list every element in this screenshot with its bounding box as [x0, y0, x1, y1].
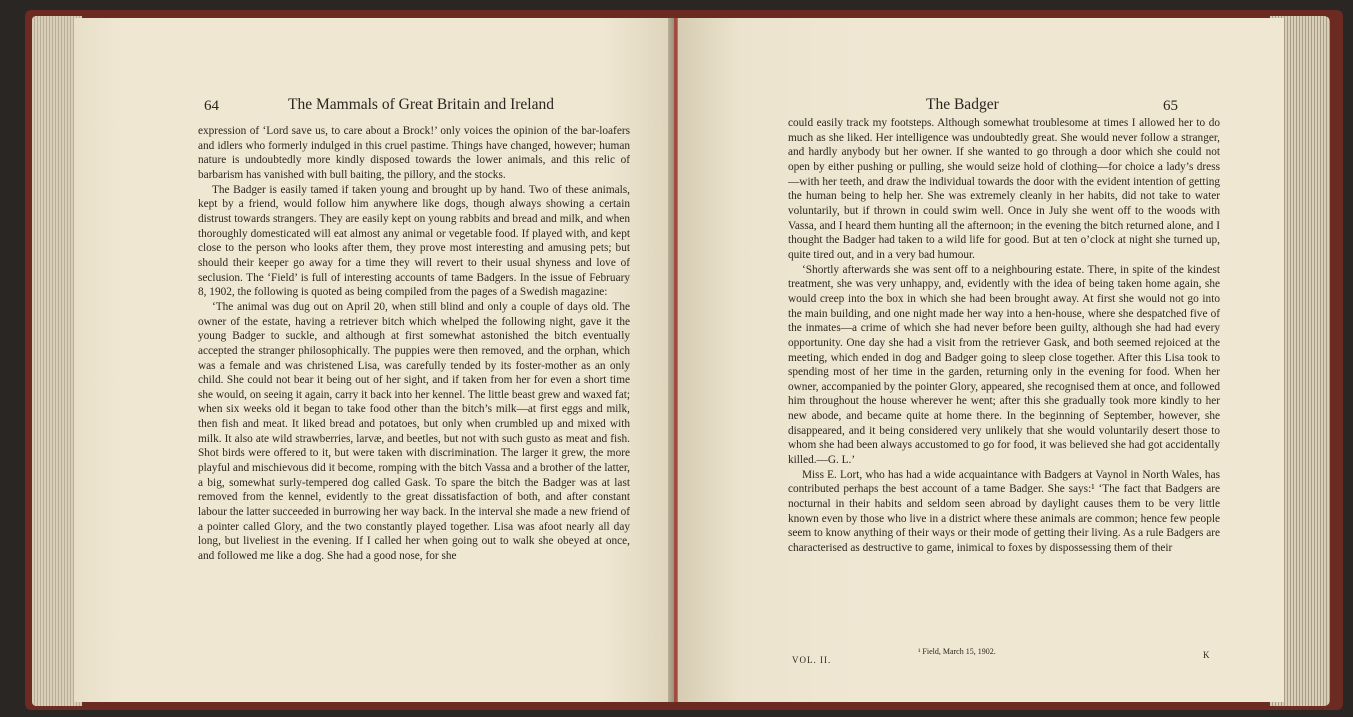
paragraph: expression of ‘Lord save us, to care about a Brock!’ only voices the opinion of the bar-loafers and idlers who formerly indulged in this cruel pastime. Things have changed, however; human nature is undoubtedly more kindly disposed towards the lower animals, and this relic of barbarism has vanished with bull baiting, the pillory, and the stocks. — [198, 125, 630, 181]
left-body-text — [198, 124, 630, 564]
paragraph: could easily track my footsteps. Although somewhat troublesome at times I allowed her to do much as she liked. Her intelligence was undoubtedly great. She would never follow a stranger, and hardly anybody but her owner. If she wanted to go through a door which she could not open by either pushing or pulling, she would seize hold of clothing—for choice a lady’s dress—with her teeth, and draw the individual towards the door with the evident intention of getting the human being to help her. She was extremely cleanly in her habits, did not take to water voluntarily, but if thrown in could swim well. Once in July she went off to the woods with Vassa, and I heard them hunting all the afternoon; in the evening the bitch returned alone, and I thought the Badger had taken to a wild life for good. But at ten o’clock at night she turned up, quite tired out, and in a very bad humour. — [788, 117, 1220, 261]
bookmark-ribbon — [674, 18, 677, 702]
page-number-left: 64 — [204, 98, 219, 114]
right-body-text — [788, 116, 1220, 556]
paragraph: ‘Shortly afterwards she was sent off to a neighbouring estate. There, in spite of the kindest treatment, she was very unhappy, and, evidently with the idea of being taken home again, she would creep into the box in which she had been brought away. At first she would not go into the main building, and one night made her way into a hen-house, where she despatched five of the inmates—a crime of which she had never before been guilty, although she had had every opportunity. One day she had a visit from the retriever Gask, and both seemed rejoiced at the meeting, which ended in dog and Badger going to sleep close together. After this Lisa took to spending most of her time in the garden, returning only in the evening for food. When her owner, accompanied by the pointer Glory, appeared, she recognised them at once, and followed him throughout the house wherever he went; after this she gradually took more kindly to her new abode, and became quite at home there. In the beginning of September, however, she disappeared, and it being considered very unlikely that she would voluntarily desert those to whom she had been always accustomed to go for food, it was believed she had got accidentally killed.—G. L.’ — [788, 263, 1220, 467]
right-page — [678, 18, 1284, 702]
left-page — [74, 18, 676, 702]
paragraph: The Badger is easily tamed if taken young and brought up by hand. Two of these animals, kept by a friend, would follow him anywhere like dogs, though always showing a certain distrust towards strangers. They are easily kept on young rabbits and bread and milk, and when thoroughly domesticated will eat almost any animal or vegetable food. If played with, and kept close to the person who looks after them, they prove most interesting and amusing pets; but should their keeper go away for a time they will revert to their usual shyness and love of seclusion. The ‘Field’ is full of interesting accounts of tame Badgers. In the issue of February 8, 1902, the following is quoted as being compiled from the pages of a Swedish magazine: — [198, 183, 630, 299]
paragraph: ‘The animal was dug out on April 20, when still blind and only a couple of days old. The owner of the estate, having a retriever bitch which whelped the following night, gave it the young Badger to suckle, and although at first somewhat astonished the bitch eventually accepted the stranger philosophically. The puppies were then removed, and the orphan, which was a female and was christened Lisa, was carefully tended by its foster-mother as an only child. She could not bear it being out of her sight, and if taken from her for even a short time she would, on seeing it again, carry it back into her kennel. The little beast grew and waxed fat; when six weeks old it began to take food other than the bitch’s milk—at first eggs and milk, then fish and meat. It liked bread and potatoes, but only when crumbled up and mixed with milk. It also ate wild strawberries, larvæ, and beetles, but not with such gusto as meat and fish. Shot birds were offered to it, but were taken with discrimination. The larger it grew, the more playful and mischievous did it become, romping with the bitch Vassa and a brother of the latter, a big, somewhat surly-tempered dog called Gask. To spare the bitch the Badger was at last removed from the kennel, evidently to the great dissatisfaction of both, and after constant labour the latter succeeded in burrowing her way back. In the interval she made a new friend of a pointer called Glory, and the two constantly played together. Lisa was afoot nearly all day long, but liveliest in the evening. If I called her when going out to walk she obeyed at once, and followed me like a dog. She had a good nose, for she — [198, 300, 630, 563]
signature-mark: K — [1203, 650, 1211, 660]
paragraph: Miss E. Lort, who has had a wide acquaintance with Badgers at Vaynol in North Wales, has contributed perhaps the best account of a tame Badger. She says:¹ ‘The fact that Badgers are nocturnal in their habits and seldom seen abroad by daylight causes them to be very little known even by those who live in a district where these animals are common; hence few people seem to know anything of their ways or their mode of getting their living. As a rule Badgers are characterised as destructive to game, inimical to foxes by dispossessing them of their — [788, 468, 1221, 555]
footnote: ¹ Field, March 15, 1902. — [918, 647, 996, 656]
running-head-right: The Badger — [926, 96, 999, 113]
running-head-left: The Mammals of Great Britain and Ireland — [288, 96, 554, 113]
page-number-right: 65 — [1163, 98, 1178, 114]
volume-signature: VOL. II. — [792, 655, 832, 665]
